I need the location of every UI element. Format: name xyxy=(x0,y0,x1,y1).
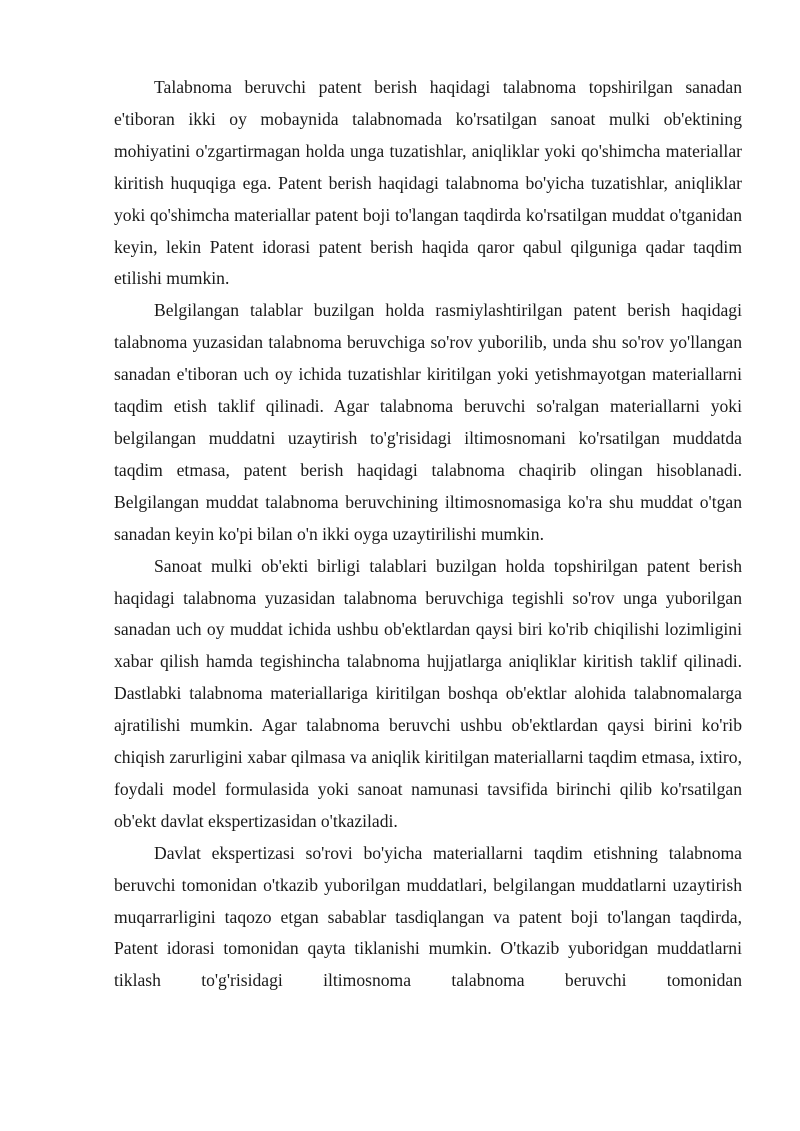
document-page xyxy=(114,72,742,997)
paragraph-3: Sanoat mulki ob'ekti birligi talablari buzilgan holda topshirilgan patent berish haqidagi talabnoma yuzasidan talabnoma beruvchiga tegishli so'rov unga yuborilgan sanadan uch oy muddat ichida ushbu ob'ektlardan qaysi biri ko'rib chiqilishi lozimligini xabar qilish hamda tegishincha talabnoma hujjatlarga aniqliklar kiritish taklif qilinadi. Dastlabki talabnoma materiallariga kiritilgan boshqa ob'ektlar alohida talabnomalarga ajratilishi mumkin. Agar talabnoma beruvchi ushbu ob'ektlardan qaysi birini ko'rib chiqish zarurligini xabar qilmasa va aniqlik kiritilgan materiallarni taqdim etmasa, ixtiro, foydali model formulasida yoki sanoat namunasi tavsifida birinchi qilib ko'rsatilgan ob'ekt davlat ekspertizasidan o'tkaziladi. xyxy=(114,555,742,831)
paragraph-2: Belgilangan talablar buzilgan holda rasmiylashtirilgan patent berish haqidagi talabnoma yuzasidan talabnoma beruvchiga so'rov yuborilib, unda shu so'rov yo'llangan sanadan e'tiboran uch oy ichida tuzatishlar kiritilgan yoki yetishmayotgan materiallarni taqdim etish taklif qilinadi. Agar talabnoma beruvchi so'ralgan materiallarni yoki belgilangan muddatni uzaytirish to'g'risidagi iltimosnomani ko'rsatilgan muddatda taqdim etmasa, patent berish haqidagi talabnoma chaqirib olingan hisoblanadi. Belgilangan muddat talabnoma beruvchining iltimosnomasiga ko'ra shu muddat o'tgan sanadan keyin ko'pi bilan o'n ikki oyga uzaytirilishi mumkin. xyxy=(114,300,742,544)
paragraph-1: Talabnoma beruvchi patent berish haqidagi talabnoma topshirilgan sanadan e'tiboran ikki oy mobaynida talabnomada ko'rsatilgan sanoat mulki ob'ektining mohiyatini o'zgartirmagan holda unga tuzatishlar, aniqliklar yoki qo'shimcha materiallar kiritish huquqiga ega. Patent berish haqidagi talabnoma bo'yicha tuzatishlar, aniqliklar yoki qo'shimcha materiallar patent boji to'langan taqdirda ko'rsatilgan muddat o'tganidan keyin, lekin Patent idorasi patent berish haqida qaror qabul qilguniga qadar taqdim etilishi mumkin. xyxy=(114,77,742,289)
paragraph-4: Davlat ekspertizasi so'rovi bo'yicha materiallarni taqdim etishning talabnoma beruvchi tomonidan o'tkazib yuborilgan muddatlari, belgilangan muddatlarni uzaytirish muqarrarligini taqozo etgan sabablar tasdiqlangan va patent boji to'langan taqdirda, Patent idorasi tomonidan qayta tiklanishi mumkin. O'tkazib yuboridgan muddatlarni tiklash to'g'risidagi iltimosnoma talabnoma beruvchi tomonidan xyxy=(114,842,742,991)
